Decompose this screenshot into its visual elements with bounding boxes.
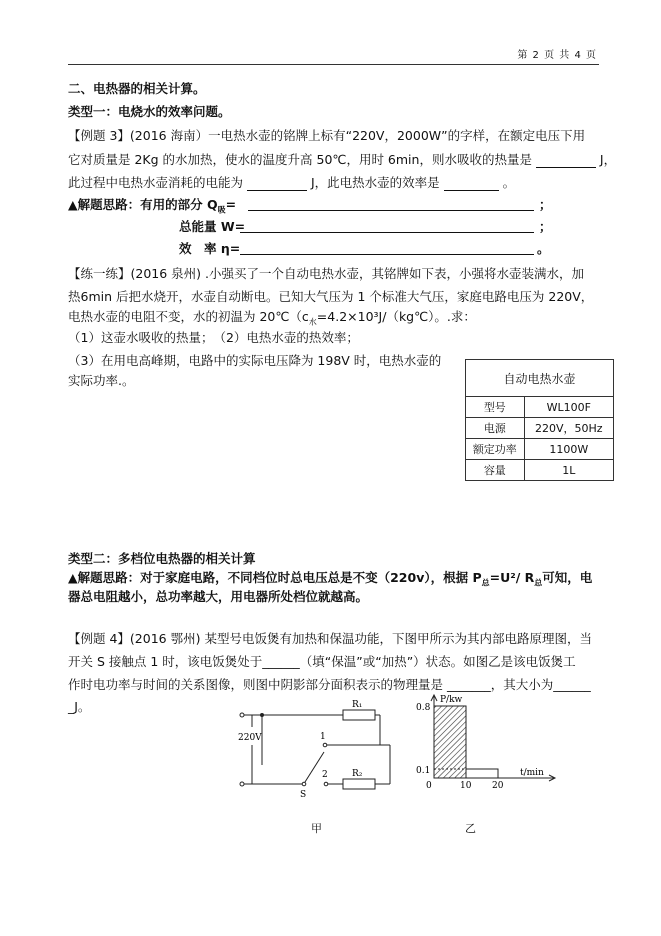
answer-blank-energy[interactable] (247, 177, 307, 191)
low-power-segment (466, 769, 498, 778)
example3-line3 (68, 174, 515, 191)
header-rule (68, 64, 599, 65)
switch-label: S (300, 790, 307, 800)
resistor-r2 (343, 779, 375, 789)
example4-line3: 作时电功率与时间的关系图像，则图中阴影部分面积表示的物理量是 _______，其大小为______ (68, 677, 591, 692)
x-tick-0: 0 (426, 781, 432, 791)
type2-title: 类型二：多档位电热器的相关计算 (68, 551, 256, 566)
example4-line4: _J。 (68, 699, 91, 714)
voltage-label: 220V (238, 733, 262, 743)
practice-line3-sub: 水 (308, 317, 317, 327)
type2-hint-sub1: 总 (481, 578, 490, 588)
contact-2-dot (324, 782, 328, 786)
practice-line3-a: 电热水壶的电阻不变，水的初温为 20℃（c (68, 309, 309, 324)
type2-hint-line2: 器总电阻越小，总功率越大，用电器所处档位就越高。 (68, 589, 369, 604)
example3-line3-mid: J，此电热水壶的效率是 (310, 175, 440, 190)
terminal-top (240, 713, 244, 717)
answer-blank-efficiency[interactable] (444, 177, 499, 191)
spec-value: 220V，50Hz (524, 418, 613, 439)
spec-table-title: 自动电热水壶 (466, 360, 614, 397)
useful-answer-line[interactable] (248, 210, 534, 211)
example3-line3-text: 此过程中电热水壶消耗的电能为 (68, 175, 244, 190)
x-tick-10: 10 (460, 781, 472, 791)
resistor-r1 (343, 710, 375, 720)
table-row (466, 439, 614, 460)
y-tick-0.8: 0.8 (416, 703, 431, 713)
spec-label: 型号 (466, 397, 525, 418)
table-row (466, 460, 614, 481)
r1-label: R₁ (352, 700, 363, 710)
hint-useful (68, 196, 236, 219)
hint-useful-label: ▲解题思路：有用的部分 Q (68, 197, 218, 212)
terminal-bottom (240, 782, 244, 786)
x-tick-20: 20 (492, 781, 504, 791)
switch-pivot (302, 782, 306, 786)
contact-1-dot (323, 743, 327, 747)
section-title: 二、电热器的相关计算。 (68, 81, 206, 96)
hint-useful-eq: = (225, 197, 237, 212)
table-row (466, 418, 614, 439)
spec-table (465, 359, 614, 481)
spec-value: 1L (524, 460, 613, 481)
contact-1-label: 1 (320, 732, 326, 742)
efficiency-answer-line[interactable] (240, 254, 534, 255)
spec-value: 1100W (524, 439, 613, 460)
spec-label: 额定功率 (466, 439, 525, 460)
hint-period: 。 (537, 241, 550, 256)
example3-line2-unit: J， (599, 152, 617, 167)
spec-label: 容量 (466, 460, 525, 481)
page-number: 第 2 页 共 4 页 (517, 50, 597, 61)
example4-line2: 开关 S 接触点 1 时，该电饭煲处于______（填“保温”或“加热”）状态。如图乙是该电饭煲工 (68, 654, 576, 669)
answer-blank-heat[interactable] (536, 154, 596, 168)
practice-line3-b: =4.2×10³J/（kg℃）。.求： (316, 309, 476, 324)
example4-line1: 【例题 4】(2016 鄂州) 某型号电饭煲有加热和保温功能，下图甲所示为其内部电路原理图，当 (68, 631, 592, 646)
practice-q3a: （3）在用电高峰期，电路中的实际电压降为 198V 时，电热水壶的 (68, 353, 442, 368)
table-row (466, 397, 614, 418)
graph-caption: 乙 (465, 822, 476, 835)
hint-useful-sub: 吸 (217, 205, 226, 215)
power-time-graph (410, 692, 560, 822)
type2-hint-a: ▲解题思路：对于家庭电路，不同档位时总电压总是不变（220v），根据 P (68, 570, 482, 585)
practice-q3b: 实际功率.。 (68, 373, 135, 388)
example3-line3-end: 。 (502, 175, 516, 190)
practice-line1: 【练一练】(2016 泉州) .小强买了一个自动电热水壶，其铭牌如下表，小强将水壶装满水，加 (68, 266, 584, 281)
type2-hint-b: =U²/ R (489, 570, 535, 585)
type1-title: 类型一：电烧水的效率问题。 (68, 104, 231, 119)
graph-x-label: t/min (520, 768, 544, 778)
hint-semicolon-2: ； (539, 219, 552, 234)
graph-y-label: P/kw (440, 695, 463, 705)
type2-hint-sub2: 总 (534, 578, 543, 588)
circuit-caption: 甲 (311, 822, 322, 835)
practice-line2: 热6min 后把水烧开，水壶自动断电。已知大气压为 1 个标准大气压，家庭电路电压为 220V， (68, 289, 594, 304)
example3-line2-text: 它对质量是 2Kg 的水加热，使水的温度升高 50℃，用时 6min，则水吸收的热量是 (68, 152, 532, 167)
hint-total: 总能量 W= (179, 219, 246, 234)
hint-efficiency: 效 率 η= (179, 241, 241, 256)
spec-label: 电源 (466, 418, 525, 439)
r2-label: R₂ (352, 769, 363, 779)
example3-line1: 【例题 3】(2016 海南）一电热水壶的铭牌上标有“220V，2000W”的字样，在额定电压下用 (68, 128, 586, 143)
practice-line3 (68, 308, 476, 331)
y-tick-0.1: 0.1 (416, 766, 431, 776)
hint-semicolon-1: ； (539, 197, 552, 212)
spec-value: WL100F (524, 397, 613, 418)
shaded-energy-area (434, 706, 466, 778)
contact-2-label: 2 (322, 770, 328, 780)
type2-hint-c: 可知，电 (542, 570, 593, 585)
circuit-diagram (230, 695, 410, 810)
total-answer-line[interactable] (240, 232, 534, 233)
example3-line2 (68, 151, 616, 168)
practice-q1: （1）这壶水吸收的热量； （2）电热水壶的热效率； (68, 330, 359, 345)
